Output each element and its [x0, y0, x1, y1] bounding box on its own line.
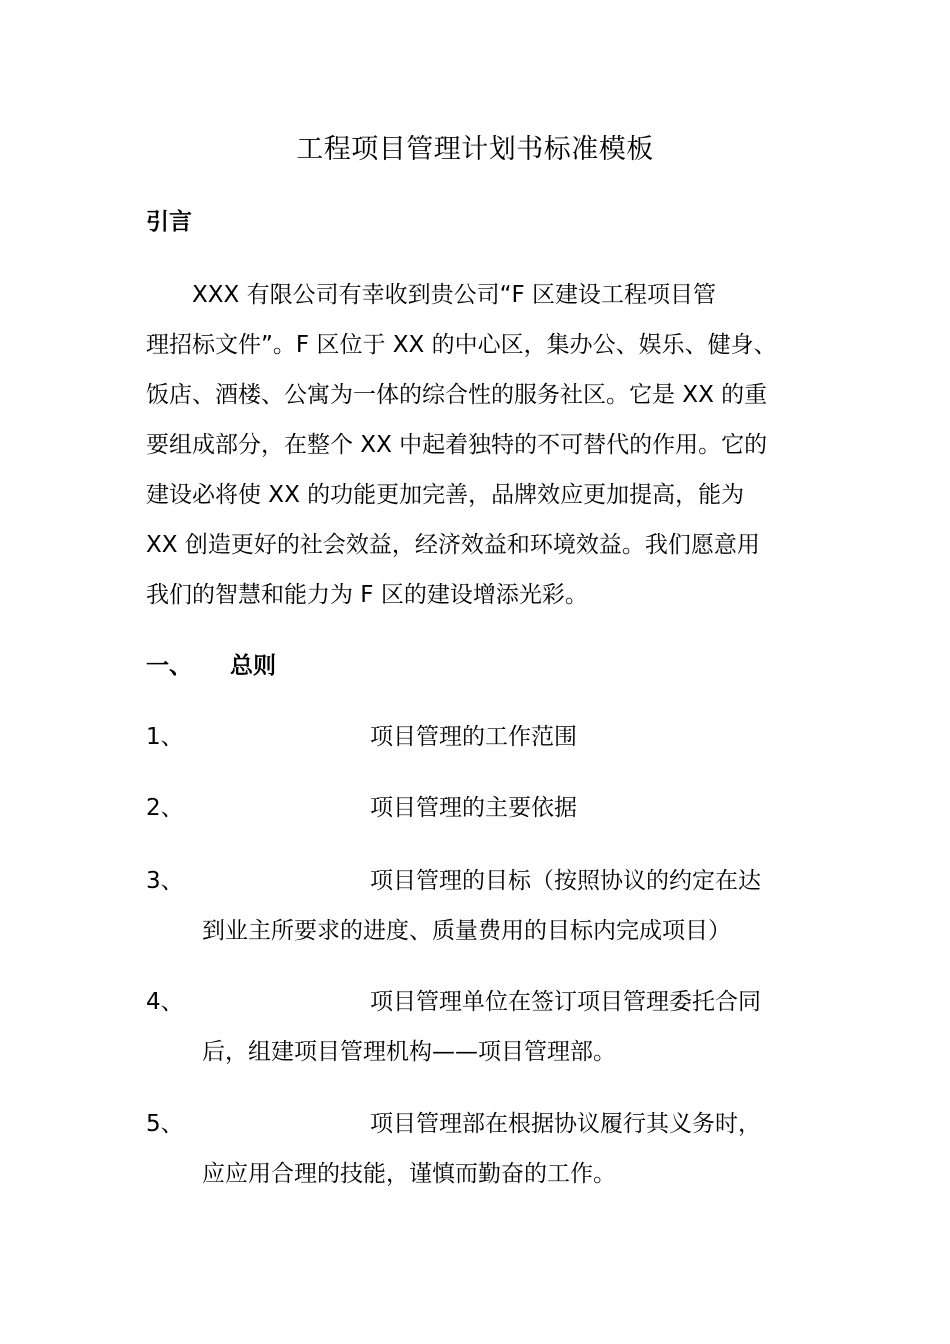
list-item-text: 项目管理单位在签订项目管理委托合同 — [370, 989, 761, 1015]
list-item-text: 项目管理部在根据协议履行其义务时， — [370, 1111, 761, 1137]
list-item-marker: 3、 — [146, 868, 184, 894]
intro-heading: 引言 — [146, 209, 192, 235]
list-item — [146, 856, 810, 956]
list-item-marker: 1、 — [146, 724, 184, 750]
list-item — [146, 783, 810, 833]
general-heading-text: 总则 — [230, 653, 276, 679]
list-item-text-continued: 应应用合理的技能，谨慎而勤奋的工作。 — [202, 1161, 616, 1187]
list-item-text: 项目管理的目标（按照协议的约定在达 — [370, 868, 761, 894]
list-item-text-continued: 后，组建项目管理机构——项目管理部。 — [202, 1039, 616, 1065]
general-heading — [146, 646, 276, 686]
intro-line: 我们的智慧和能力为 F 区的建设增添光彩。 — [146, 582, 588, 608]
general-heading-number: 一、 — [146, 653, 192, 679]
list-item-marker: 5、 — [146, 1111, 184, 1137]
intro-line: 要组成部分，在整个 XX 中起着独特的不可替代的作用。它的 — [146, 432, 768, 458]
list-item-text: 项目管理的工作范围 — [370, 724, 577, 750]
list-item — [146, 977, 810, 1077]
intro-line: XXX 有限公司有幸收到贵公司“F 区建设工程项目管 — [192, 282, 717, 308]
list-item-text-continued: 到业主所要求的进度、质量费用的目标内完成项目） — [202, 918, 731, 944]
intro-line: 建设必将使 XX 的功能更加完善，品牌效应更加提高，能为 — [146, 482, 745, 508]
document-title: 工程项目管理计划书标准模板 — [296, 134, 654, 165]
list-item-text: 项目管理的主要依据 — [370, 795, 577, 821]
list-item-marker: 2、 — [146, 795, 184, 821]
list-item-marker: 4、 — [146, 989, 184, 1015]
intro-line: XX 创造更好的社会效益，经济效益和环境效益。我们愿意用 — [146, 532, 760, 558]
intro-line: 理招标文件”。F 区位于 XX 的中心区，集办公、娱乐、健身、 — [146, 332, 777, 358]
intro-paragraph — [146, 270, 810, 620]
list-item — [146, 1099, 810, 1199]
intro-line: 饭店、酒楼、公寓为一体的综合性的服务社区。它是 XX 的重 — [146, 382, 768, 408]
list-item — [146, 712, 810, 762]
